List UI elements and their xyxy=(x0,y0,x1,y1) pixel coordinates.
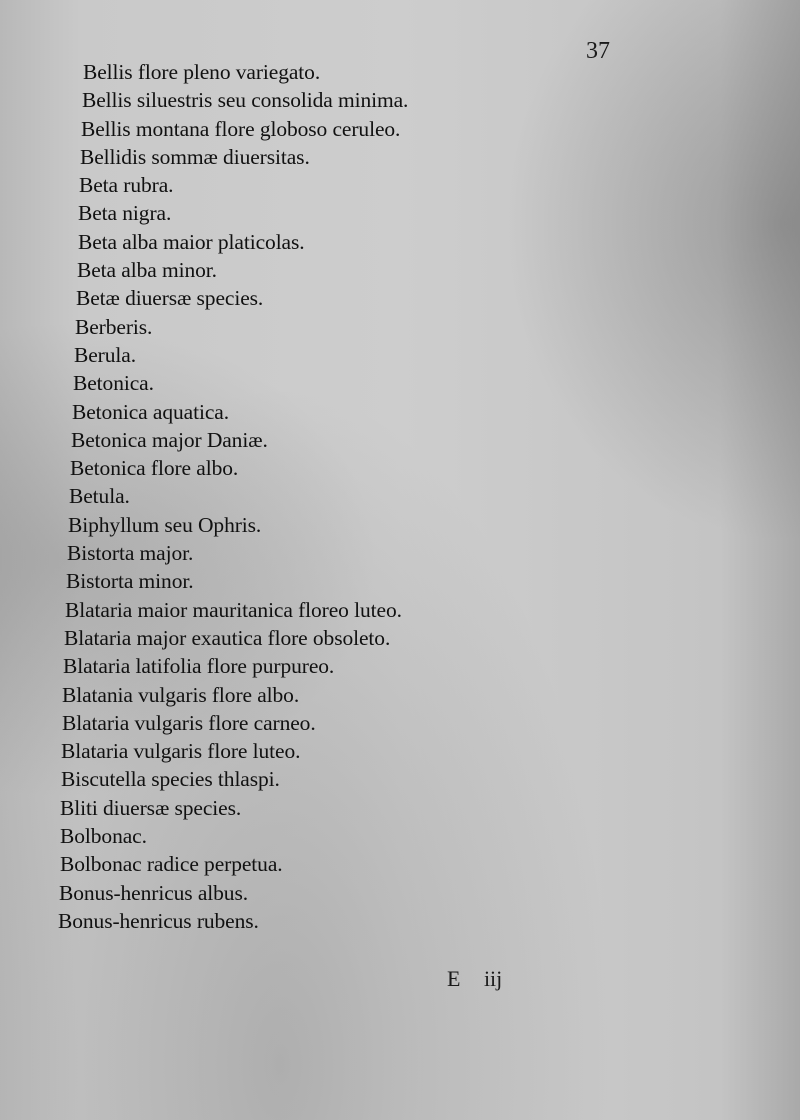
list-item: Betonica flore albo. xyxy=(70,456,239,481)
list-item: Betonica. xyxy=(73,371,154,396)
list-item: Bonus-henricus rubens. xyxy=(58,908,259,933)
list-item: Beta rubra. xyxy=(79,173,174,198)
list-item: Beta alba maior platicolas. xyxy=(78,229,305,254)
list-item: Bellis siluestris seu consolida minima. xyxy=(82,88,409,113)
list-item: Beta nigra. xyxy=(78,201,172,226)
page-number: 37 xyxy=(586,38,610,64)
list-item: Blataria latifolia flore purpureo. xyxy=(63,654,335,679)
list-item: Blataria major exautica flore obsoleto. xyxy=(64,625,391,650)
list-item: Blatania vulgaris flore albo. xyxy=(62,682,300,707)
list-item: Biscutella species thlaspi. xyxy=(61,767,280,792)
list-item: Bistorta major. xyxy=(67,541,194,566)
list-item: Bellis montana flore globoso ceruleo. xyxy=(81,116,401,141)
list-item: Bolbonac. xyxy=(60,824,147,849)
signature-mark: E iij xyxy=(447,966,503,991)
list-item: Bellidis sommæ diuersitas. xyxy=(80,144,310,169)
list-item: Blataria vulgaris flore luteo. xyxy=(61,739,301,764)
list-item: Bistorta minor. xyxy=(66,569,194,594)
list-item: Bonus-henricus albus. xyxy=(59,880,248,905)
list-item: Bliti diuersæ species. xyxy=(60,795,242,820)
list-item: Betæ diuersæ species. xyxy=(76,286,264,311)
plant-name-list xyxy=(60,58,620,935)
list-item: Biphyllum seu Ophris. xyxy=(68,512,262,537)
list-item: Blataria maior mauritanica floreo luteo. xyxy=(65,597,402,622)
list-item: Berula. xyxy=(74,342,136,367)
list-item: Betonica aquatica. xyxy=(72,399,229,424)
list-item: Berberis. xyxy=(75,314,153,339)
list-item: Blataria vulgaris flore carneo. xyxy=(62,710,316,735)
list-item: Betonica major Daniæ. xyxy=(71,427,268,452)
list-item: Beta alba minor. xyxy=(77,258,217,283)
list-item: Bolbonac radice perpetua. xyxy=(60,852,283,877)
list-item: Bellis flore pleno variegato. xyxy=(83,60,321,84)
list-item: Betula. xyxy=(69,484,130,509)
